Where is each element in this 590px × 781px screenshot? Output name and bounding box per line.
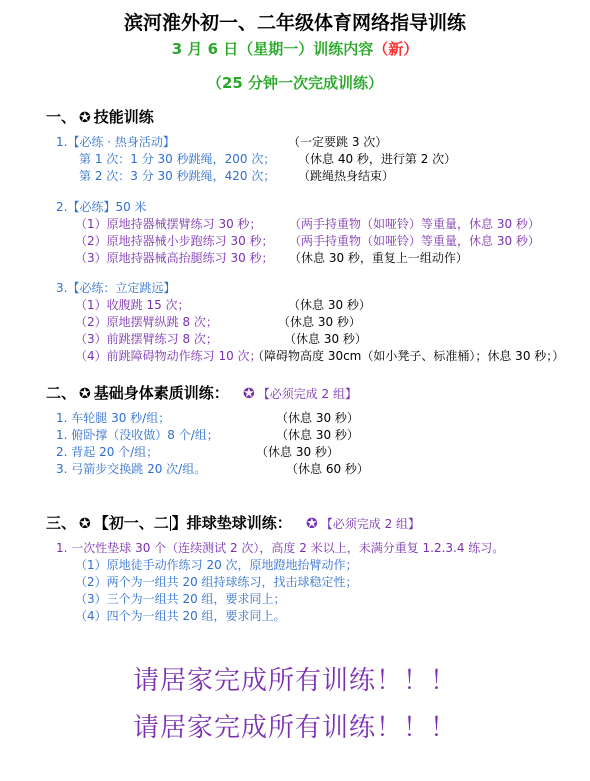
- section3-title-post: 】排球垫球训练：: [171, 514, 292, 532]
- s3-line3: （3）三个为一组共 20 组，要求同上；: [75, 592, 286, 606]
- s2-line3-right: （休息 30 秒）: [256, 445, 339, 459]
- g2-line3-right: （休息 30 秒，重复上一组动作）: [289, 251, 468, 265]
- section3-requirement: ✪ 【必须完成 2 组】: [306, 516, 421, 532]
- s3-line1: （1）原地徒手动作练习 20 次，原地蹬地抬臂动作；: [75, 558, 358, 572]
- star-icon: ✪: [79, 516, 91, 532]
- section1-title: 技能训练: [93, 108, 154, 126]
- g3-line3-left: （3）前跳摆臂练习 8 次；: [75, 332, 218, 346]
- star-icon: ✪: [243, 386, 255, 402]
- g1-title: 1.【必练 · 热身活动】: [56, 135, 175, 149]
- section3-number: 三、: [46, 514, 77, 532]
- g3-line2-left: （2）原地摆臂纵跳 8 次；: [75, 315, 218, 329]
- time-note: （25 分钟一次完成训练）: [206, 74, 384, 92]
- section2-requirement: ✪ 【必须完成 2 组】: [243, 386, 357, 402]
- section1-heading: [46, 106, 154, 127]
- g2-line2-right: （两手持重物（如哑铃）等重量，休息 30 秒）: [289, 234, 540, 248]
- g2-title: 2.【必练】50 米: [56, 200, 147, 214]
- s2-line4-right: （休息 60 秒）: [286, 462, 369, 476]
- s2-line1-left: 1. 车轮腿 30 秒/组；: [56, 411, 171, 425]
- s2-line2-left: 1. 俯卧撑（没收做）8 个/组；: [56, 428, 219, 442]
- section3-title-pre: 【初一、二: [93, 514, 169, 532]
- section2-title: 基础身体素质训练：: [93, 384, 229, 402]
- footer-reminder-1: 请居家完成所有训练！！！: [132, 666, 457, 696]
- s2-line1-right: （休息 30 秒）: [276, 411, 359, 425]
- g1-line1-left: 第 1 次：1 分 30 秒跳绳，200 次；: [79, 152, 276, 166]
- section1-number: 一、: [46, 108, 77, 126]
- star-icon: ✪: [79, 386, 91, 402]
- s3-line2: （2）两个为一组共 20 组持球练习，找击球稳定性；: [75, 575, 358, 589]
- g3-line4-right: （障碍物高度 30cm（如小凳子、标准桶）；休息 30 秒；）: [252, 349, 565, 363]
- star-icon: ✪: [79, 110, 91, 126]
- s2-line3-left: 2. 背起 20 个/组；: [56, 445, 159, 459]
- s2-line2-right: （休息 30 秒）: [276, 428, 359, 442]
- date-text: 3 月 6 日（星期一）训练内容: [171, 40, 374, 58]
- g2-line3-left: （3）原地持器械高抬腿练习 30 秒；: [75, 251, 274, 265]
- g1-line2-left: 第 2 次：3 分 30 秒跳绳，420 次；: [79, 169, 276, 183]
- section2-heading: [46, 382, 357, 403]
- g3-line3-right: （休息 30 秒）: [284, 332, 367, 346]
- s3-main-line: 1. 一次性垫球 30 个（连续测试 2 次），高度 2 米以上，未满分重复 1.2.3.4 练习。: [56, 541, 505, 555]
- g3-line2-right: （休息 30 秒）: [278, 315, 361, 329]
- g3-line4-left: （4）前跳障碍物动作练习 10 次；: [75, 349, 262, 363]
- text-cursor: [170, 516, 171, 531]
- g3-title: 3.【必练：立定跳远】: [56, 281, 176, 295]
- date-line: [0, 38, 590, 59]
- g2-line2-left: （2）原地持器械小步跑练习 30 秒；: [75, 234, 274, 248]
- g1-note: （一定要跳 3 次）: [288, 135, 388, 149]
- s2-line4-left: 3. 弓箭步交换跳 20 次/组。: [56, 462, 207, 476]
- g3-line1-right: （休息 30 秒）: [288, 298, 371, 312]
- section3-heading: [46, 512, 420, 533]
- g3-line1-left: （1）收腹跳 15 次；: [75, 298, 190, 312]
- page-title: 滨河淮外初一、二年级体育网络指导训练: [123, 12, 466, 34]
- new-tag: （新）: [373, 40, 419, 58]
- footer-reminder-2: 请居家完成所有训练！！！: [132, 713, 457, 743]
- g1-line1-right: （休息 40 秒，进行第 2 次）: [298, 152, 457, 166]
- g1-line2-right: （跳绳热身结束）: [298, 169, 395, 183]
- g2-line1-right: （两手持重物（如哑铃）等重量，休息 30 秒）: [289, 217, 540, 231]
- section2-number: 二、: [46, 384, 77, 402]
- s3-line4: （4）四个为一组共 20 组，要求同上。: [75, 609, 286, 623]
- g2-line1-left: （1）原地持器械摆臂练习 30 秒；: [75, 217, 262, 231]
- star-icon: ✪: [306, 516, 318, 532]
